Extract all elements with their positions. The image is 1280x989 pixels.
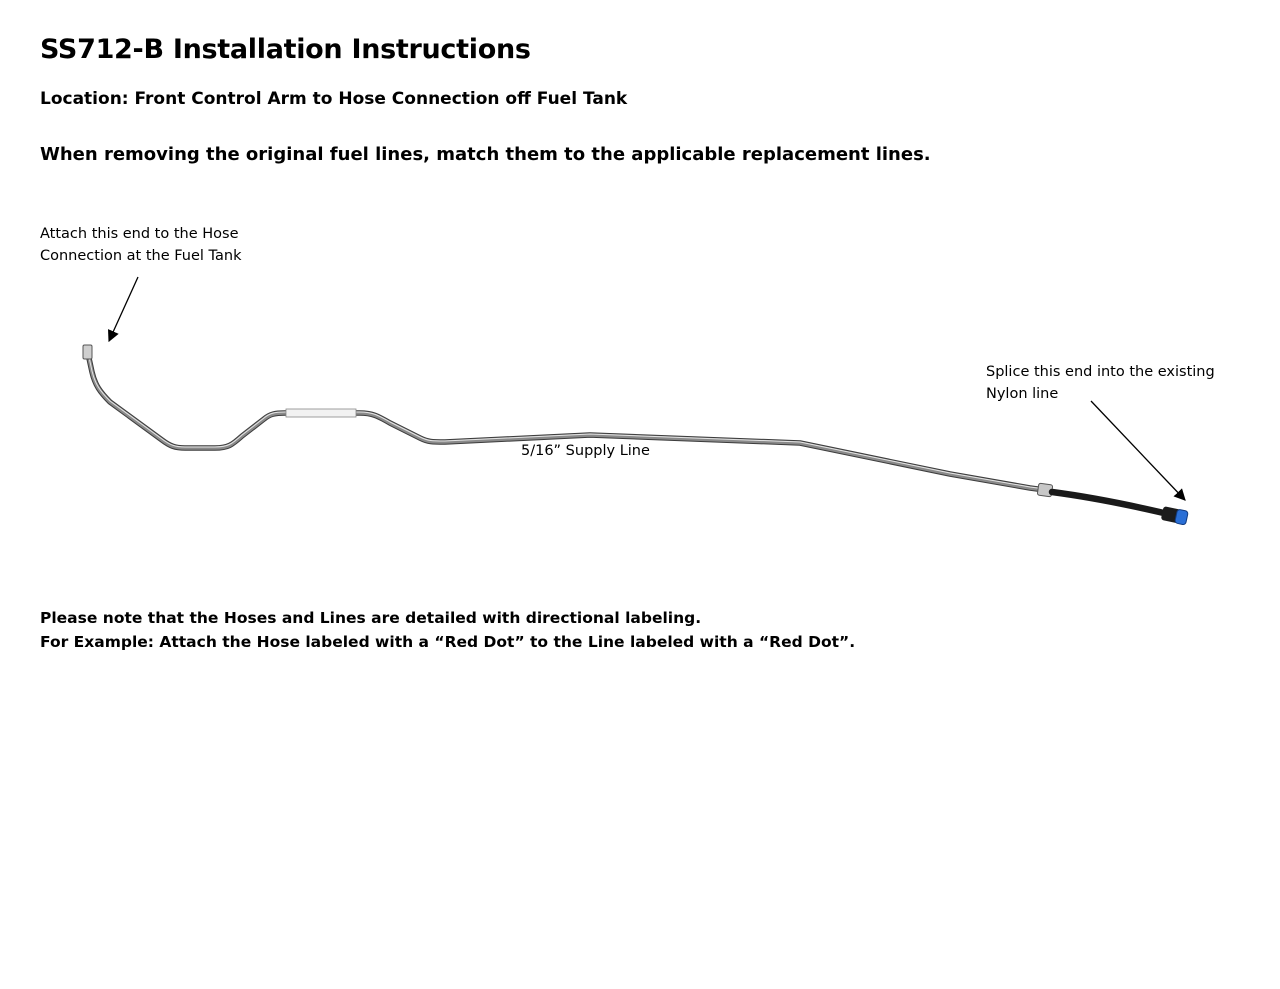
page-title: SS712-B Installation Instructions [40, 34, 531, 65]
supply-line-label: 5/16” Supply Line [521, 443, 650, 459]
instruction-text: When removing the original fuel lines, match them to the applicable replacement lines. [40, 144, 931, 165]
directional-labeling-note: Please note that the Hoses and Lines are detailed with directional labeling. [40, 609, 702, 627]
red-dot-example-note: For Example: Attach the Hose labeled with a “Red Dot” to the Line labeled with a “Red Dot”. [40, 633, 856, 651]
nylon-end-callout-line2: Nylon line [986, 386, 1059, 402]
nylon-end-arrow [1091, 401, 1185, 500]
steel-fuel-line [87, 348, 1045, 490]
part-label-sticker [286, 409, 356, 417]
tank-end-arrow [109, 277, 138, 341]
tank-end-callout-line1: Attach this end to the Hose [40, 226, 239, 242]
nylon-line [1052, 492, 1168, 514]
location-heading: Location: Front Control Arm to Hose Connection off Fuel Tank [40, 89, 628, 109]
nylon-end-callout-line1: Splice this end into the existing [986, 364, 1215, 380]
quick-connect-fitting [1161, 506, 1189, 525]
tank-end-fitting [83, 345, 92, 359]
tank-end-callout-line2: Connection at the Fuel Tank [40, 248, 242, 264]
